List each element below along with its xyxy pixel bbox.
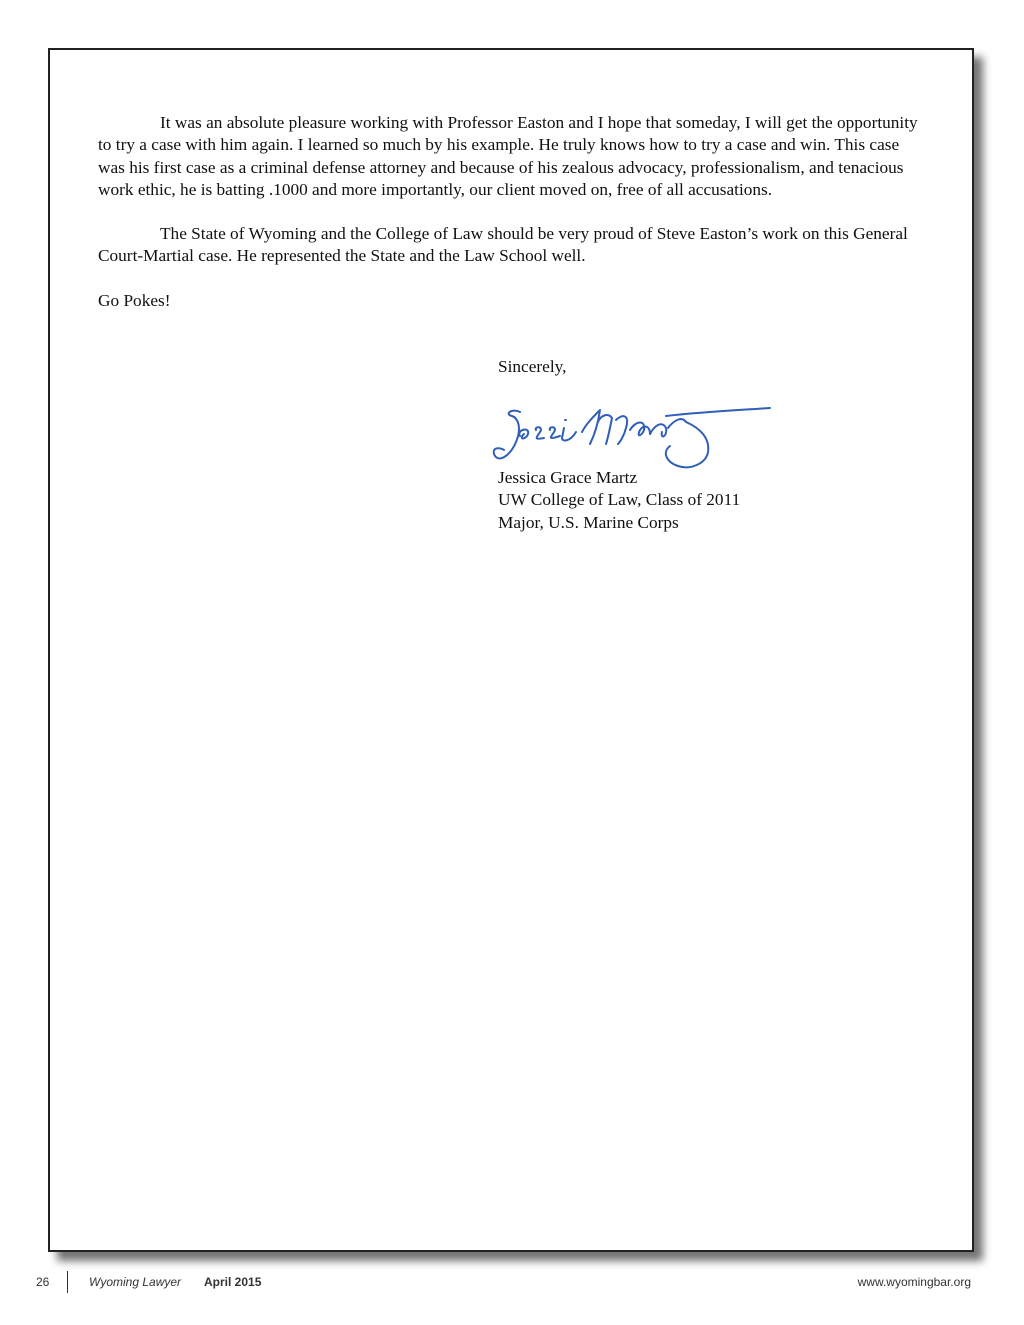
signer-school: UW College of Law, Class of 2011	[498, 490, 741, 510]
letter-paragraph-1: It was an absolute pleasure working with Professor Easton and I hope that someday, I will get the opportunity to try a case with him again. I learned so much by his example. He truly knows how to try a case and win. This case was his first case as a criminal defense attorney and because of his zealous advocacy, professionalism, and tenacious work ethic, he is batting .1000 and more importantly, our client moved on, free of all accusations.	[98, 113, 918, 199]
signer-name: Jessica Grace Martz	[498, 468, 638, 487]
letter-closing: Sincerely,	[498, 357, 567, 376]
letter-paragraph-3: Go Pokes!	[98, 290, 171, 310]
page-number: 26	[36, 1275, 50, 1289]
signature-block	[498, 467, 740, 534]
letter-paragraph-2: The State of Wyoming and the College of Law should be very proud of Steve Easton’s work on this General Court-Martial case. He represented the State and the Law School well.	[98, 224, 908, 266]
page-footer	[0, 1271, 1024, 1295]
website-link[interactable]: www.wyomingbar.org	[857, 1275, 971, 1289]
letter-body	[98, 112, 918, 334]
issue-date: April 2015	[204, 1275, 262, 1289]
signer-rank: Major, U.S. Marine Corps	[498, 512, 679, 532]
publication-name: Wyoming Lawyer	[89, 1275, 182, 1289]
footer-divider	[67, 1271, 68, 1293]
